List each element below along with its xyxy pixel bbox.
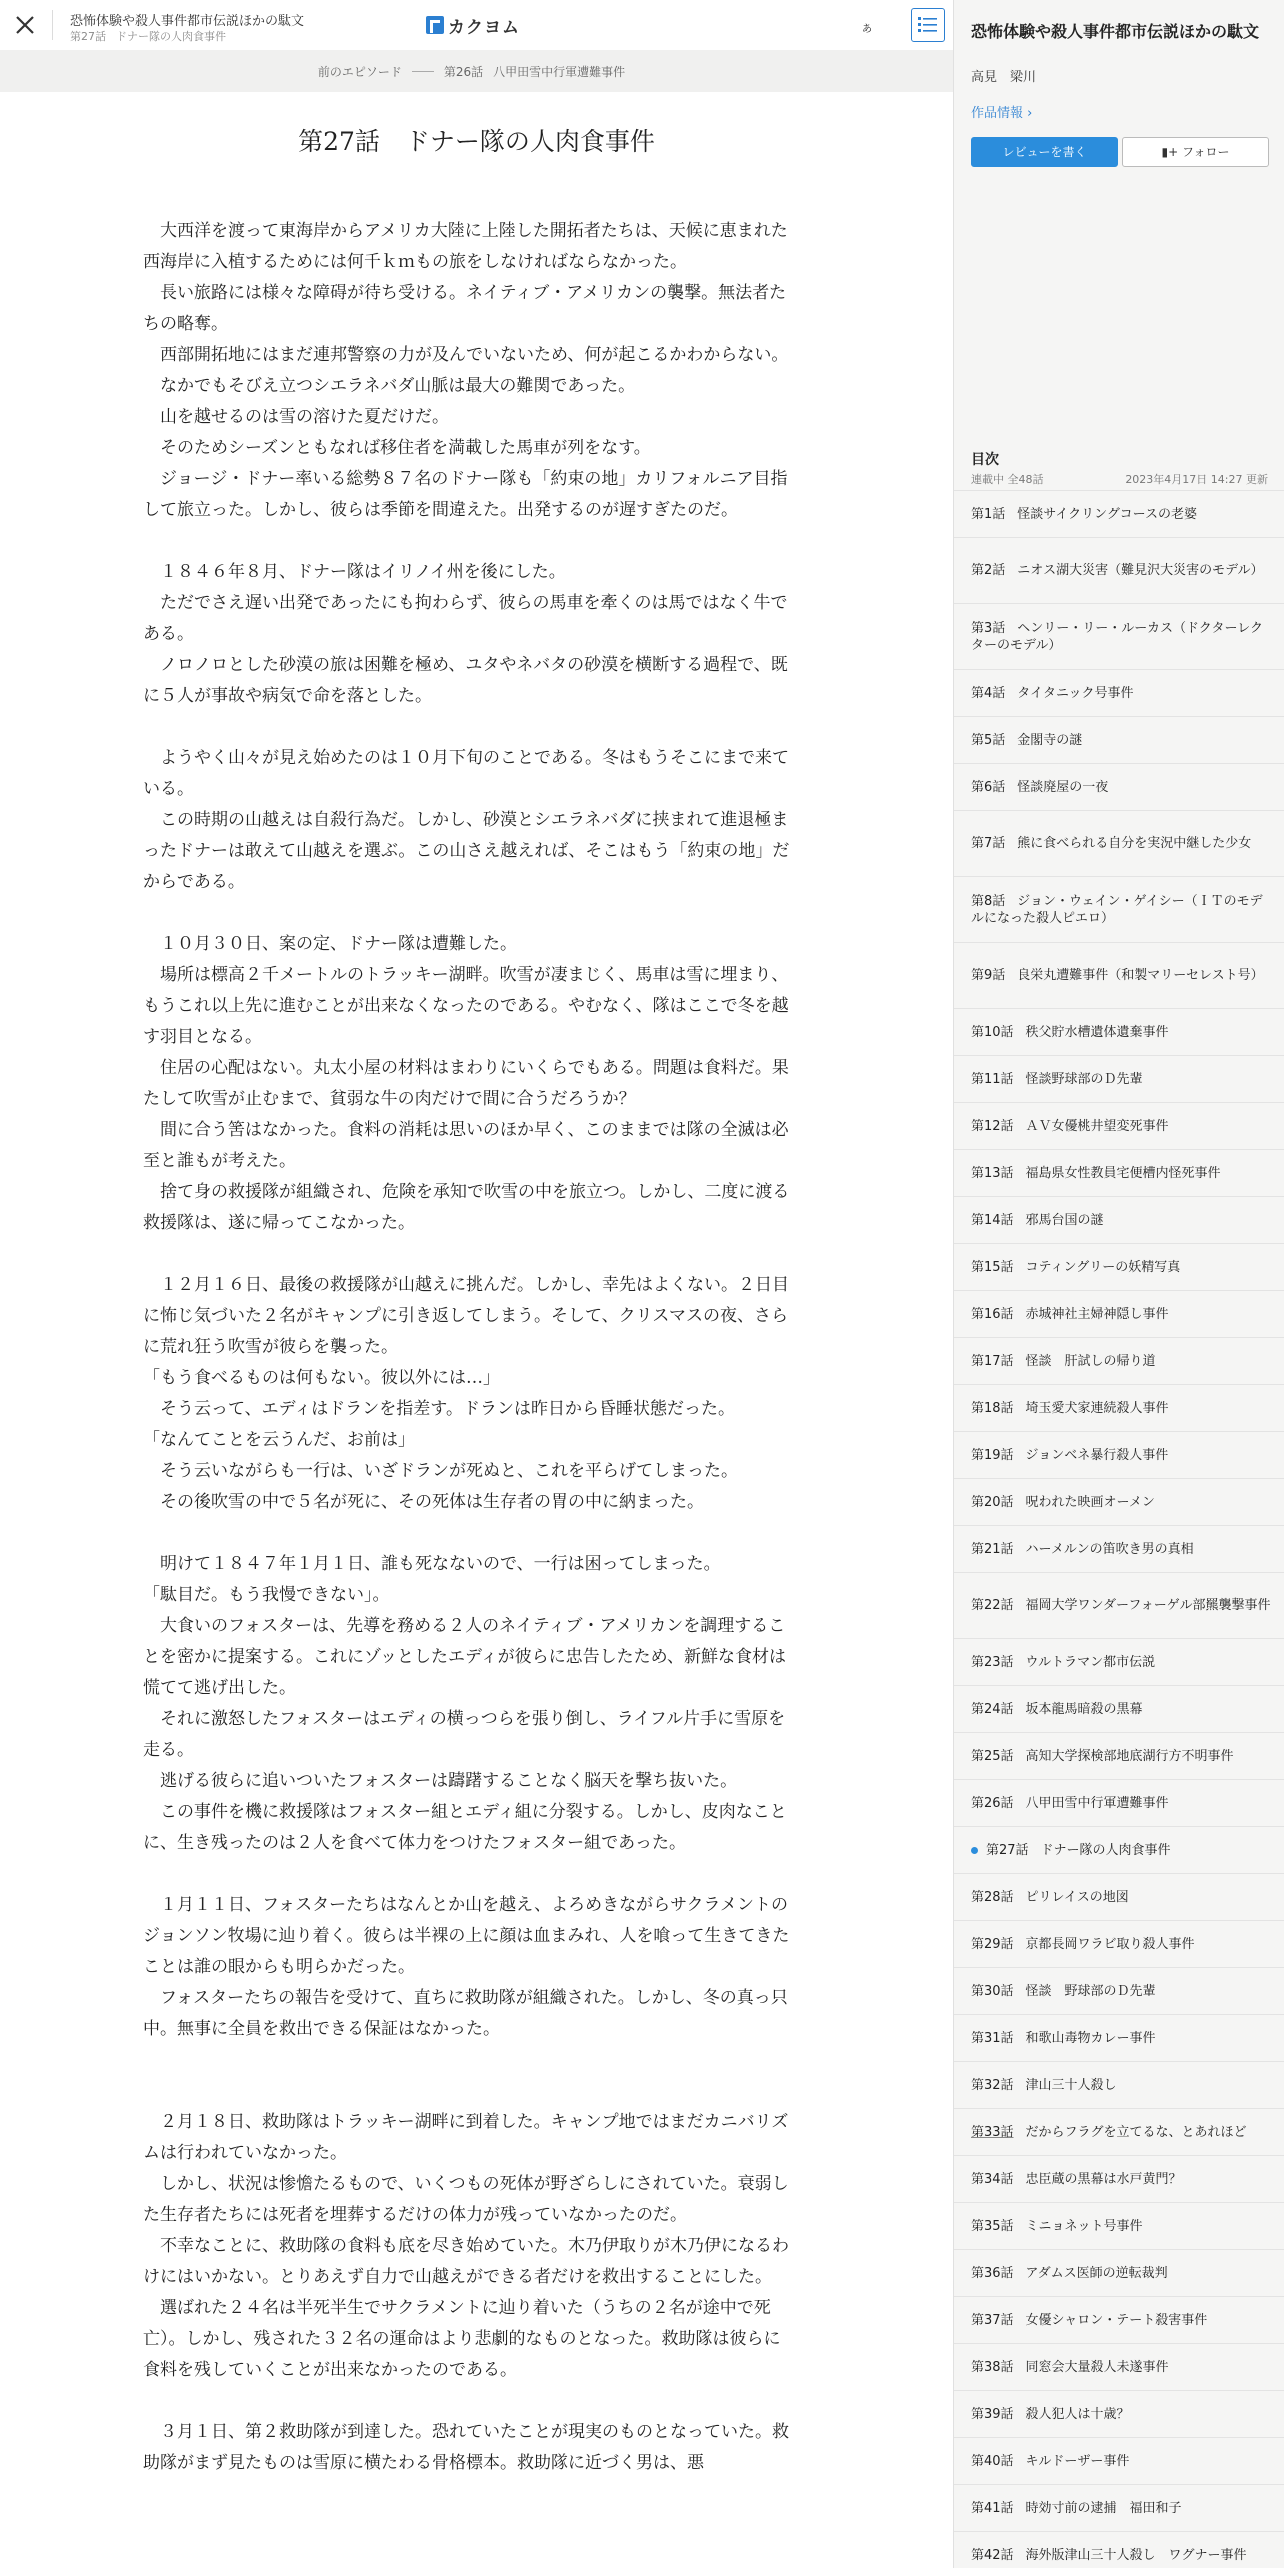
- toc-toggle-button[interactable]: [911, 8, 945, 42]
- toc-item-title: ジョンベネ暴行殺人事件: [1025, 1447, 1169, 1463]
- toc-item[interactable]: [954, 2061, 1284, 2108]
- toc-item-number: 第23話: [971, 1654, 1014, 1670]
- body-paragraph: それに激怒したフォスターはエディの横っつらを張り倒し、ライフル片手に雪原を走る。: [143, 1709, 786, 1760]
- toc-item-title: 海外版津山三十人殺し ワグナー事件: [1025, 2547, 1247, 2563]
- toc-item-number: 第10話: [971, 1024, 1014, 1040]
- body-paragraph: 捨て身の救援隊が組織され、危険を承知で吹雪の中を旅立つ。しかし、二度に渡る救援隊は、遂に帰ってこなかった。: [143, 1182, 790, 1233]
- toc-item-number: 第40話: [971, 2453, 1014, 2469]
- toc-item[interactable]: [954, 1920, 1284, 1967]
- episode-title: ドナー隊の人肉食事件: [116, 30, 226, 43]
- toc-item-number: 第39話: [971, 2406, 1014, 2422]
- body-paragraph: ２月１８日、救助隊はトラッキー湖畔に到着した。キャンプ地ではまだカニバリズムは行われていなかった。: [143, 2112, 789, 2163]
- toc-item-title: 忠臣蔵の黒幕は水戸黄門？: [1025, 2171, 1182, 2187]
- toc-item-number: 第15話: [971, 1259, 1014, 1275]
- toc-item-number: 第25話: [971, 1748, 1014, 1764]
- toc-item-title: 金閣寺の謎: [1017, 732, 1083, 748]
- toc-item-title: ドナー隊の人肉食事件: [1040, 1842, 1171, 1858]
- toc-item-title: 怪談 野球部のＤ先輩: [1025, 1983, 1156, 1999]
- toc-item[interactable]: [954, 1826, 1284, 1873]
- work-info-link[interactable]: [971, 102, 1032, 121]
- toc-item[interactable]: [954, 1732, 1284, 1779]
- toc-item[interactable]: [954, 2249, 1284, 2296]
- toc-item[interactable]: [954, 603, 1284, 669]
- episode-subtitle: [70, 28, 236, 44]
- toc-item-number: 第3話: [971, 620, 1006, 636]
- toc-item[interactable]: [954, 716, 1284, 763]
- toc-item-title: 邪馬台国の謎: [1025, 1212, 1104, 1228]
- toc-item-title: 和歌山毒物カレー事件: [1025, 2030, 1156, 2046]
- toc-item-number: 第29話: [971, 1936, 1014, 1952]
- body-paragraph: ようやく山々が見え始めたのは１０月下旬のことである。冬はもうそこにまで来ている。: [143, 748, 789, 799]
- body-paragraph: 「駄目だ。もう我慢できない」。: [143, 1585, 390, 1605]
- toc-item[interactable]: [954, 1478, 1284, 1525]
- body-paragraph: 大食いのフォスターは、先導を務める２人のネイティブ・アメリカンを調理することを密かに提案する。これにゾッとしたエディが彼らに忠告したため、新鮮な食材は慌てて逃げ出した。: [143, 1616, 786, 1698]
- toc-heading: 目次: [971, 452, 999, 468]
- body-paragraph: 不幸なことに、救助隊の食料も底を尽き始めていた。木乃伊取りが木乃伊になるわけにはいかない。とりあえず自力で山越えができる者だけを救出することにした。: [143, 2236, 789, 2287]
- toc-item-number: 第27話: [986, 1842, 1029, 1858]
- blank-line: [143, 712, 795, 743]
- chevron-right-icon: ›: [1027, 106, 1033, 121]
- toc-item-title: 時効寸前の逮捕 福田和子: [1025, 2500, 1182, 2516]
- body-paragraph: フォスターたちの報告を受けて、直ちに救助隊が組織された。しかし、冬の真っ只中。無事に全員を救出できる保証はなかった。: [143, 1988, 788, 2039]
- body-paragraph: この事件を機に救援隊はフォスター組とエディ組に分裂する。しかし、皮肉なことに、生き残ったのは２人を食べて体力をつけたフォスター組であった。: [143, 1802, 787, 1853]
- toc-item[interactable]: [954, 1685, 1284, 1732]
- toc-item-title: 坂本龍馬暗殺の黒幕: [1025, 1701, 1143, 1717]
- toc-item-title: アダムス医師の逆転裁判: [1025, 2265, 1168, 2281]
- toc-item[interactable]: [954, 2014, 1284, 2061]
- prev-episode-link[interactable]: [444, 63, 635, 80]
- toc-item[interactable]: [954, 2155, 1284, 2202]
- toc-item-number: 第32話: [971, 2077, 1014, 2093]
- blank-line: [143, 2386, 795, 2417]
- toc-item-title: ＡＶ女優桃井望変死事件: [1025, 1118, 1169, 1134]
- toc-item-title: キルドーザー事件: [1025, 2453, 1130, 2469]
- toc-item[interactable]: [954, 1779, 1284, 1826]
- toc-item-number: 第16話: [971, 1306, 1014, 1322]
- toc-item-title: ヘンリー・リー・ルーカス（ドクターレクターのモデル）: [971, 620, 1263, 653]
- toc-item-number: 第7話: [971, 836, 1006, 851]
- toc-item[interactable]: [954, 763, 1284, 810]
- toc-item-number: 第41話: [971, 2500, 1014, 2516]
- toc-item-number: 第33話: [971, 2124, 1014, 2140]
- toc-item-number: 第34話: [971, 2171, 1014, 2187]
- body-paragraph: 「なんてことを云うんだ、お前は」: [143, 1430, 415, 1450]
- toc-item-title: タイタニック号事件: [1017, 685, 1134, 701]
- toc-item[interactable]: [954, 2531, 1284, 2568]
- body-paragraph: 逃げる彼らに追いついたフォスターは躊躇することなく脳天を撃ち抜いた。: [143, 1771, 738, 1791]
- toc-item[interactable]: [954, 1525, 1284, 1572]
- toc-item-title: ウルトラマン都市伝説: [1025, 1654, 1156, 1670]
- toc-item-number: 第5話: [971, 732, 1006, 748]
- toc-item[interactable]: [954, 1196, 1284, 1243]
- body-paragraph: ノロノロとした砂漠の旅は困難を極め、ユタやネバタの砂漠を横断する過程で、既に５人が事故や病気で命を落とした。: [143, 655, 788, 706]
- follow-button[interactable]: [1122, 137, 1269, 167]
- blank-line: [143, 2045, 795, 2076]
- toc-item[interactable]: [954, 876, 1284, 942]
- close-button[interactable]: [12, 12, 38, 38]
- toc-item-number: 第11話: [971, 1071, 1014, 1087]
- work-info-label: 作品情報: [971, 106, 1024, 121]
- logo-mark-icon: [426, 16, 444, 34]
- toc-item-title: 福岡大学ワンダーフォーゲル部羆襲撃事件: [1025, 1598, 1271, 1613]
- body-paragraph: 長い旅路には様々な障碍が待ち受ける。ネイティブ・アメリカンの襲撃。無法者たちの略奪。: [143, 283, 787, 334]
- toc-item[interactable]: [954, 1055, 1284, 1102]
- toc-item-title: 赤城神社主婦神隠し事件: [1025, 1306, 1169, 1322]
- toc-item-number: 第28話: [971, 1889, 1014, 1905]
- body-paragraph: １０月３０日、案の定、ドナー隊は遭難した。: [143, 934, 517, 954]
- episode-number: 第27話: [70, 30, 106, 43]
- toc-item-title: 呪われた映画オーメン: [1025, 1494, 1155, 1510]
- toc-item[interactable]: [954, 1243, 1284, 1290]
- bookmark-plus-icon: ▮+: [1161, 145, 1179, 159]
- toc-item-title: 京都長岡ワラビ取り殺人事件: [1025, 1936, 1195, 1952]
- episode-nav: [0, 50, 953, 92]
- toc-item[interactable]: [954, 537, 1284, 603]
- body-paragraph: ただでさえ遅い出発であったにも拘わらず、彼らの馬車を牽くのは馬ではなく牛である。: [143, 593, 788, 644]
- body-paragraph: 「もう食べるものは何もない。彼以外には…」: [143, 1368, 500, 1388]
- toc-list: [954, 490, 1284, 2568]
- body-paragraph: しかし、状況は惨憺たるもので、いくつもの死体が野ざらしにされていた。衰弱した生存者たちには死者を埋葬するだけの体力が残っていなかったのだ。: [143, 2174, 789, 2225]
- blank-line: [143, 2076, 795, 2107]
- toc-item[interactable]: [954, 1638, 1284, 1685]
- toc-item-number: 第12話: [971, 1118, 1014, 1134]
- body-paragraph: 西部開拓地にはまだ連邦警察の力が及んでいないため、何が起こるかわからない。: [143, 345, 789, 365]
- blank-line: [143, 898, 795, 929]
- sidebar: [953, 0, 1284, 2568]
- body-paragraph: ３月１日、第２救助隊が到達した。恐れていたことが現実のものとなっていた。救助隊がまず見たものは雪原に横たわる骨格標本。救助隊に近づく男は、悪: [143, 2422, 789, 2473]
- toc-item[interactable]: [954, 2390, 1284, 2437]
- body-paragraph: なかでもそびえ立つシエラネバダ山脈は最大の難関であった。: [143, 376, 636, 396]
- toc-item-title: 良栄丸遭難事件（和製マリーセレスト号）: [1017, 968, 1264, 983]
- body-paragraph: 山を越せるのは雪の溶けた夏だけだ。: [143, 407, 449, 427]
- toc-item-number: 第22話: [971, 1598, 1014, 1613]
- toc-item-title: 怪談サイクリングコースの老婆: [1017, 506, 1197, 522]
- list-icon: [912, 9, 943, 40]
- prev-episode-number: 第26話: [443, 64, 484, 79]
- body-paragraph: この時期の山越えは自殺行為だ。しかし、砂漠とシエラネバダに挟まれて進退極まったドナーは敢えて山越えを選ぶ。この山さえ越えれば、そこはもう「約束の地」だからである。: [143, 810, 790, 892]
- body-paragraph: 間に合う筈はなかった。食料の消耗は思いのほか早く、このままでは隊の全滅は必至と誰もが考えた。: [143, 1120, 789, 1171]
- toc-item-title: ジョン・ウェイン・ゲイシー（ＩＴのモデルになった殺人ピエロ）: [971, 893, 1263, 926]
- toc-item-title: 熊に食べられる自分を実況中継した少女: [1017, 836, 1252, 851]
- body-paragraph: 場所は標高２千メートルのトラッキー湖畔。吹雪が凄まじく、馬車は雪に埋まり、もうこれ以上先に進むことが出来なくなったのである。やむなく、隊はここで冬を越す羽目となる。: [143, 965, 789, 1047]
- body-paragraph: そう云いながらも一行は、いざドランが死ぬと、これを平らげてしまった。: [143, 1461, 738, 1481]
- toc-item-title: 秩父貯水槽遺体遺棄事件: [1025, 1024, 1169, 1040]
- toc-item-title: ピリレイスの地図: [1025, 1889, 1129, 1905]
- toc-item[interactable]: [954, 1431, 1284, 1478]
- toc-item-number: 第9話: [971, 968, 1006, 983]
- toc-item-title: 埼玉愛犬家連続殺人事件: [1025, 1400, 1169, 1416]
- toc-item-title: ミニョネット号事件: [1025, 2218, 1143, 2234]
- body-paragraph: １８４６年８月、ドナー隊はイリノイ州を後にした。: [143, 562, 566, 582]
- toc-item-number: 第31話: [971, 2030, 1014, 2046]
- toc-item[interactable]: [954, 1102, 1284, 1149]
- toc-item-title: 八甲田雪中行軍遭難事件: [1025, 1795, 1169, 1811]
- kakuyomu-logo[interactable]: [426, 14, 520, 36]
- follow-label: フォロー: [1182, 145, 1230, 159]
- toc-item[interactable]: [954, 1572, 1284, 1638]
- toc-item[interactable]: [954, 1384, 1284, 1431]
- toc-item[interactable]: [954, 2437, 1284, 2484]
- toc-item-title: 女優シャロン・テート殺害事件: [1025, 2312, 1208, 2328]
- toc-item[interactable]: [954, 2296, 1284, 2343]
- toc-item-number: 第18話: [971, 1400, 1014, 1416]
- toc-item[interactable]: [954, 1290, 1284, 1337]
- toc-updated-date: 2023年4月17日 14:27 更新: [1125, 473, 1268, 486]
- blank-line: [143, 1859, 795, 1890]
- toc-item-number: 第17話: [971, 1353, 1014, 1369]
- sidebar-author[interactable]: 高見 梁川: [971, 70, 1037, 85]
- body-paragraph: １月１１日、フォスターたちはなんとか山を越え、よろめきながらサクラメントのジョンソン牧場に辿り着く。彼らは半裸の上に顔は血まみれ、人を喰って生きてきたことは誰の眼からも明らかだった。: [143, 1895, 790, 1977]
- close-icon: [12, 12, 38, 38]
- body-paragraph: 大西洋を渡って東海岸からアメリカ大陸に上陸した開拓者たちは、天候に恵まれた西海岸に入植するためには何千ｋｍもの旅をしなければならなかった。: [143, 221, 788, 272]
- body-paragraph: ジョージ・ドナー率いる総勢８７名のドナー隊も「約束の地」カリフォルニア目指して旅立った。しかし、彼らは季節を間違えた。出発するのが遅すぎたのだ。: [143, 469, 788, 520]
- write-review-button[interactable]: レビューを書く: [971, 137, 1118, 167]
- prev-episode-title: 八甲田雪中行軍遭難事件: [493, 64, 626, 79]
- toc-item[interactable]: [954, 1967, 1284, 2014]
- toc-item-title: ニオス湖大災害（難見沢大災害のモデル）: [1017, 563, 1264, 578]
- toc-item-title: だからフラグを立てるな、とあれほど: [1025, 2124, 1247, 2140]
- toc-item-title: 怪談野球部のＤ先輩: [1025, 1071, 1143, 1087]
- toc-item[interactable]: [954, 810, 1284, 876]
- toc-item[interactable]: [954, 1337, 1284, 1384]
- nav-separator-line: [412, 71, 434, 72]
- toc-item-number: 第14話: [971, 1212, 1014, 1228]
- blank-line: [143, 1239, 795, 1270]
- toc-item-number: 第4話: [971, 685, 1006, 701]
- top-bar: [0, 0, 953, 50]
- toc-item-number: 第26話: [971, 1795, 1014, 1811]
- body-paragraph: １２月１６日、最後の救援隊が山越えに挑んだ。しかし、幸先はよくない。２日目に怖じ気づいた２名がキャンプに引き返してしまう。そして、クリスマスの夜、さらに荒れ狂う吹雪が彼らを襲った。: [143, 1275, 789, 1357]
- toc-item[interactable]: [954, 669, 1284, 716]
- toc-item-number: 第38話: [971, 2359, 1014, 2375]
- toc-item-number: 第35話: [971, 2218, 1014, 2234]
- divider: [52, 10, 53, 40]
- toc-item-number: 第42話: [971, 2547, 1014, 2563]
- sidebar-work-title[interactable]: 恐怖体験や殺人事件都市伝説ほかの駄文: [971, 22, 1260, 41]
- body-paragraph: その後吹雪の中で５名が死に、その死体は生存者の胃の中に納まった。: [143, 1492, 704, 1512]
- toc-item[interactable]: [954, 2343, 1284, 2390]
- toc-item[interactable]: [954, 942, 1284, 1008]
- chapter-title: 第27話 ドナー隊の人肉食事件: [298, 127, 655, 156]
- blank-line: [143, 526, 795, 557]
- toc-item-number: 第19話: [971, 1447, 1014, 1463]
- toc-item[interactable]: [954, 2484, 1284, 2531]
- toc-item-number: 第30話: [971, 1983, 1014, 1999]
- toc-item[interactable]: [954, 490, 1284, 537]
- toc-item[interactable]: [954, 1873, 1284, 1920]
- toc-item-title: 津山三十人殺し: [1025, 2077, 1117, 2093]
- toc-item[interactable]: [954, 2202, 1284, 2249]
- toc-item-number: 第1話: [971, 506, 1006, 522]
- toc-item[interactable]: [954, 1008, 1284, 1055]
- toc-item-number: 第21話: [971, 1541, 1014, 1557]
- toc-item-title: 怪談廃屋の一夜: [1017, 779, 1109, 795]
- body-paragraph: そう云って、エディはドランを指差す。ドランは昨日から昏睡状態だった。: [143, 1399, 735, 1419]
- toc-item-title: 高知大学探検部地底湖行方不明事件: [1025, 1748, 1234, 1764]
- body-paragraph: 明けて１８４７年１月１日、誰も死なないので、一行は困ってしまった。: [143, 1554, 721, 1574]
- toc-item[interactable]: [954, 1149, 1284, 1196]
- toc-item-number: 第20話: [971, 1494, 1014, 1510]
- work-title[interactable]: 恐怖体験や殺人事件都市伝説ほかの駄文: [70, 14, 305, 29]
- toc-item-title: ハーメルンの笛吹き男の真相: [1025, 1541, 1194, 1557]
- episode-body: [143, 216, 795, 2479]
- toc-item-number: 第24話: [971, 1701, 1014, 1717]
- toc-item[interactable]: [954, 2108, 1284, 2155]
- toc-item-title: 同窓会大量殺人未遂事件: [1025, 2359, 1169, 2375]
- toc-item-number: 第6話: [971, 779, 1006, 795]
- logo-text: カクヨム: [448, 17, 520, 38]
- toc-item-title: 怪談 肝試しの帰り道: [1025, 1353, 1156, 1369]
- toc-item-title: コティングリーの妖精写真: [1025, 1259, 1181, 1275]
- toc-item-title: 福島県女性教員宅便槽内怪死事件: [1025, 1165, 1221, 1181]
- toc-item-number: 第13話: [971, 1165, 1014, 1181]
- toc-item-number: 第36話: [971, 2265, 1014, 2281]
- body-paragraph: 住居の心配はない。丸太小屋の材料はまわりにいくらでもある。問題は食料だ。果たして吹雪が止むまで、貧弱な牛の肉だけで間に合うだろうか？: [143, 1058, 789, 1109]
- font-size-small-glyph: あ: [862, 24, 872, 35]
- blank-line: [143, 1518, 795, 1549]
- font-size-button[interactable]: [862, 10, 892, 40]
- toc-episode-count: 連載中 全48話: [971, 473, 1044, 486]
- toc-item-title: 殺人犯人は十歳？: [1025, 2406, 1130, 2422]
- toc-item-number: 第37話: [971, 2312, 1014, 2328]
- current-episode-dot-icon: [971, 1847, 978, 1854]
- body-paragraph: 選ばれた２４名は半死半生でサクラメントに辿り着いた（うちの２名が途中で死亡）。しかし、残された３２名の運命はより悲劇的なものとなった。救助隊は彼らに食料を残していくことが出来なかったのである。: [143, 2298, 781, 2380]
- prev-episode-label[interactable]: 前のエピソード: [317, 64, 402, 79]
- toc-item-number: 第2話: [971, 563, 1006, 578]
- toc-item-number: 第8話: [971, 893, 1006, 909]
- body-paragraph: そのためシーズンともなれば移住者を満載した馬車が列をなす。: [143, 438, 651, 458]
